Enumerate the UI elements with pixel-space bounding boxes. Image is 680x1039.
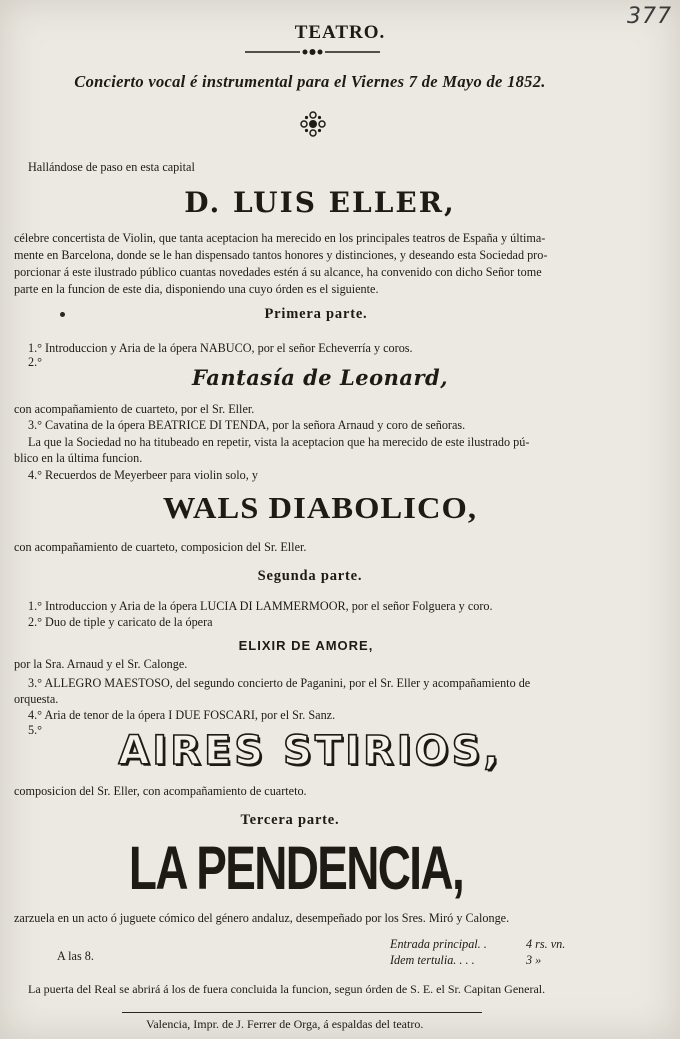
piece-title-fantasia: Fantasía de Leonard, bbox=[191, 365, 449, 390]
printer-imprint: Valencia, Impr. de J. Ferrer de Orga, á espaldas del teatro. bbox=[146, 1017, 424, 1031]
program-item: 3.° Cavatina de la ópera BEATRICE DI TENDA, por la señora Arnaud y coro de señoras. bbox=[28, 418, 466, 432]
program-note: La que la Sociedad no ha titubeado en repetir, vista la aceptacion que ha merecido de este ilustrado pú- bbox=[28, 435, 530, 449]
program-item: 4.° Aria de tenor de la ópera I DUE FOSCARI, por el Sr. Sanz. bbox=[28, 708, 336, 722]
price-value: 3 » bbox=[526, 953, 542, 967]
page-title: TEATRO. bbox=[294, 22, 386, 43]
program-note: composicion del Sr. Eller, con acompañamiento de cuarteto. bbox=[14, 784, 307, 798]
program-item: 1.° Introduccion y Aria de la ópera LUCIA DI LAMMERMOOR, por el señor Folguera y coro. bbox=[28, 599, 493, 613]
intro-lead: Hallándose de paso en esta capital bbox=[28, 160, 195, 174]
intro-line: porcionar á este ilustrado público cuantas novedades estén á su alcance, ha convenido con dicho Señor tome bbox=[14, 265, 542, 279]
concert-subtitle: Concierto vocal é instrumental para el Viernes 7 de Mayo de 1852. bbox=[74, 72, 546, 91]
piece-title-elixir: ELIXIR DE AMORE, bbox=[238, 638, 374, 653]
piece-title-wals: WALS DIABOLICO, bbox=[162, 490, 478, 525]
program-note: orquesta. bbox=[14, 692, 59, 706]
piece-title-aires: AIRES STIRIOS, bbox=[118, 728, 502, 774]
intro-line: parte en la funcion de este dia, disponiendo una cuyo órden es el siguiente. bbox=[14, 282, 379, 296]
program-note: blico en la última funcion. bbox=[14, 451, 143, 465]
start-time: A las 8. bbox=[57, 949, 94, 963]
price-value: 4 rs. vn. bbox=[526, 937, 566, 951]
floral-ornament-icon bbox=[298, 109, 328, 139]
program-item: 3.° ALLEGRO MAESTOSO, del segundo concierto de Paganini, por el Sr. Eller y acompañamiento de bbox=[28, 676, 531, 690]
intro-line: célebre concertista de Violin, que tanta aceptacion ha merecido en los principales teatros de España y última- bbox=[14, 231, 546, 245]
program-note: con acompañamiento de cuarteto, composicion del Sr. Eller. bbox=[14, 540, 307, 554]
part-heading-first: Primera parte. bbox=[264, 306, 368, 322]
performer-name: D. LUIS ELLER, bbox=[184, 186, 456, 219]
intro-line: mente en Barcelona, donde se le han dispensado tantos honores y distinciones, y deseando esta Sociedad pro- bbox=[14, 248, 548, 262]
part-heading-third: Tercera parte. bbox=[240, 812, 340, 828]
title-ornament-rule bbox=[245, 47, 380, 57]
program-item: 4.° Recuerdos de Meyerbeer para violin solo, y bbox=[28, 468, 258, 482]
footer-rule bbox=[122, 1012, 482, 1013]
program-note: con acompañamiento de cuarteto, por el Sr. Eller. bbox=[14, 402, 255, 416]
program-item-number: 5.° bbox=[28, 723, 43, 737]
program-item: 2.° Duo de tiple y caricato de la ópera bbox=[28, 615, 213, 629]
part-heading-second: Segunda parte. bbox=[257, 568, 363, 584]
program-note: por la Sra. Arnaud y el Sr. Calonge. bbox=[14, 657, 188, 671]
archive-number: 377 bbox=[627, 4, 672, 29]
program-item: 1.° Introduccion y Aria de la ópera NABUCO, por el señor Echeverría y coros. bbox=[28, 341, 413, 355]
price-label: Idem tertulia. . . . bbox=[390, 953, 475, 967]
piece-title-pendencia: LA PENDENCIA, bbox=[128, 832, 464, 903]
price-label: Entrada principal. . bbox=[390, 937, 487, 951]
program-note: zarzuela en un acto ó juguete cómico del género andaluz, desempeñado por los Sres. Miró y Calonge. bbox=[14, 911, 510, 925]
door-notice: La puerta del Real se abrirá á los de fuera concluida la funcion, segun órden de S. E. el Sr. Capitan General. bbox=[28, 982, 546, 996]
program-item-number: 2.° bbox=[28, 355, 43, 369]
